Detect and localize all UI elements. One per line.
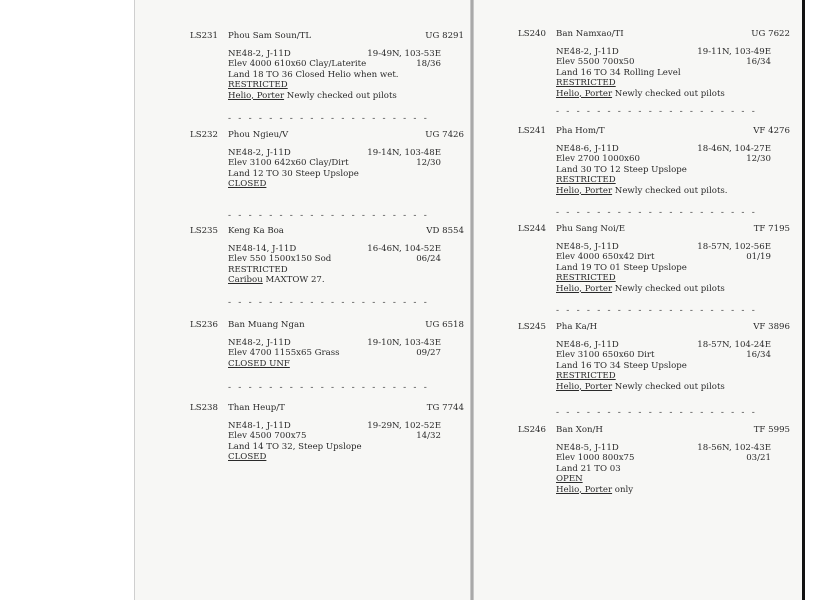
book-gutter: [470, 0, 474, 600]
aircraft-types: Helio, Porter: [556, 185, 613, 196]
runway-headings: 12/30: [416, 158, 441, 169]
map-sheet-line: [228, 148, 441, 158]
coordinates: 18-56N, 102-43E: [697, 443, 771, 453]
landing-instructions: Land 12 TO 30 Steep Upslope: [228, 168, 359, 179]
site-name: Phou Ngieu/V: [228, 130, 289, 140]
runway-headings: 03/21: [746, 453, 771, 464]
elevation-line: [556, 453, 771, 463]
entry-details: [228, 244, 441, 286]
map-sheet: NE48-5, J-11D: [556, 242, 619, 252]
map-sheet-line: [228, 421, 441, 431]
site-name: Ban Namxao/TI: [556, 29, 624, 39]
grid-reference: VF 3896: [753, 322, 790, 332]
runway-headings: 14/32: [416, 431, 441, 442]
landing-instructions: Land 16 TO 34 Steep Upslope: [556, 360, 687, 371]
entry-details: [556, 443, 771, 495]
runway-headings: 16/34: [746, 57, 771, 68]
site-code: LS246: [518, 425, 546, 435]
dashed-separator: - - - - - - - - - - - - - - - - - - - -: [228, 114, 429, 124]
runway-headings: 18/36: [416, 59, 441, 70]
entry-details: [228, 148, 441, 190]
aircraft-note: Newly checked out pilots: [612, 283, 725, 294]
site-name: Phu Sang Noi/E: [556, 224, 625, 234]
scan-margin-left: [0, 0, 135, 600]
dashed-separator: - - - - - - - - - - - - - - - - - - - -: [228, 383, 429, 393]
landing-instructions: Land 19 TO 01 Steep Upslope: [556, 262, 687, 273]
aircraft-note-line: [228, 275, 441, 285]
grid-reference: UG 7426: [425, 130, 464, 140]
map-sheet: NE48-2, J-11D: [228, 338, 291, 348]
site-name: Than Heup/T: [228, 403, 285, 413]
site-name: Ban Xon/H: [556, 425, 603, 435]
coordinates: 16-46N, 104-52E: [367, 244, 441, 254]
dashed-separator: - - - - - - - - - - - - - - - - - - - -: [228, 211, 429, 221]
scan-margin-right: [802, 0, 826, 600]
elevation-line: [556, 350, 771, 360]
aircraft-types: Helio, Porter: [556, 484, 613, 495]
aircraft-note: only: [612, 484, 634, 495]
runway-headings: 06/24: [416, 254, 441, 265]
site-name: Ban Muang Ngan: [228, 320, 305, 330]
elevation-line: [556, 154, 771, 164]
map-sheet: NE48-5, J-11D: [556, 443, 619, 453]
dashed-separator: - - - - - - - - - - - - - - - - - - - -: [556, 408, 757, 418]
landing-instructions: CLOSED UNF: [228, 358, 290, 369]
map-sheet-line: [228, 338, 441, 348]
entry-details: [228, 338, 441, 369]
elevation-line: [228, 348, 441, 358]
elevation-runway: Elev 550 1500x150 Sod: [228, 254, 332, 265]
site-code: LS245: [518, 322, 546, 332]
grid-reference: UG 7622: [751, 29, 790, 39]
coordinates: 18-57N, 104-24E: [697, 340, 771, 350]
coordinates: 19-11N, 103-49E: [697, 47, 771, 57]
aircraft-note: Newly checked out pilots: [612, 88, 725, 99]
elevation-runway: Elev 4000 650x42 Dirt: [556, 252, 655, 263]
site-code: LS240: [518, 29, 546, 39]
elevation-runway: Elev 3100 650x60 Dirt: [556, 350, 655, 361]
landing-instructions: Land 30 TO 12 Steep Upslope: [556, 164, 687, 175]
aircraft-note-line: [556, 186, 771, 196]
landing-instructions: Land 16 TO 34 Rolling Level: [556, 67, 681, 78]
landing-instructions: Land 21 TO 03: [556, 463, 621, 474]
site-name: Phou Sam Soun/TL: [228, 31, 312, 41]
site-code: LS236: [190, 320, 218, 330]
site-code: LS231: [190, 31, 218, 41]
landing-instructions: RESTRICTED: [228, 264, 288, 275]
elevation-line: [556, 252, 771, 262]
aircraft-note: Newly checked out pilots: [284, 90, 397, 101]
elevation-runway: Elev 1000 800x75: [556, 453, 635, 464]
aircraft-types: Helio, Porter: [228, 90, 285, 101]
aircraft-note-line: [556, 485, 771, 495]
status-label: RESTRICTED: [228, 80, 288, 91]
aircraft-types: Caribou: [228, 275, 263, 286]
site-code: LS241: [518, 126, 546, 136]
grid-reference: VD 8554: [426, 226, 464, 236]
map-sheet: NE48-6, J-11D: [556, 144, 619, 154]
aircraft-note: MAXTOW 27.: [262, 275, 325, 286]
coordinates: 18-57N, 102-56E: [697, 242, 771, 252]
elevation-runway: Elev 4700 1155x65 Grass: [228, 348, 340, 359]
grid-reference: TG 7744: [426, 403, 464, 413]
aircraft-note-line: [556, 284, 771, 294]
coordinates: 19-29N, 102-52E: [367, 421, 441, 431]
aircraft-note-line: [228, 91, 441, 101]
map-sheet-line: [556, 242, 771, 252]
elevation-runway: Elev 5500 700x50: [556, 57, 635, 68]
dashed-separator: - - - - - - - - - - - - - - - - - - - -: [228, 298, 429, 308]
status-label: CLOSED: [228, 179, 267, 190]
map-sheet-line: [556, 144, 771, 154]
coordinates: 19-49N, 103-53E: [367, 49, 441, 59]
site-name: Pha Ka/H: [556, 322, 598, 332]
entry-details: [556, 47, 771, 99]
entry-details: [228, 49, 441, 101]
map-sheet-line: [228, 244, 441, 254]
elevation-line: [228, 431, 441, 441]
site-code: LS238: [190, 403, 218, 413]
status-label: OPEN: [556, 474, 583, 485]
site-code: LS244: [518, 224, 546, 234]
grid-reference: UG 6518: [425, 320, 464, 330]
aircraft-note: Newly checked out pilots.: [612, 185, 728, 196]
grid-reference: TF 5995: [753, 425, 790, 435]
runway-headings: 12/30: [746, 154, 771, 165]
map-sheet-line: [556, 47, 771, 57]
aircraft-types: Helio, Porter: [556, 88, 613, 99]
site-name: Keng Ka Boa: [228, 226, 284, 236]
map-sheet-line: [228, 49, 441, 59]
runway-headings: 16/34: [746, 350, 771, 361]
map-sheet-line: [556, 340, 771, 350]
elevation-line: [228, 254, 441, 264]
elevation-runway: Elev 2700 1000x60: [556, 154, 640, 165]
aircraft-types: Helio, Porter: [556, 283, 613, 294]
elevation-line: [228, 59, 441, 69]
map-sheet: NE48-1, J-11D: [228, 421, 291, 431]
elevation-line: [228, 158, 441, 168]
runway-headings: 09/27: [416, 348, 441, 359]
aircraft-note: Newly checked out pilots: [612, 381, 725, 392]
runway-headings: 01/19: [746, 252, 771, 263]
map-sheet: NE48-6, J-11D: [556, 340, 619, 350]
map-sheet: NE48-14, J-11D: [228, 244, 297, 254]
aircraft-types: Helio, Porter: [556, 381, 613, 392]
coordinates: 19-14N, 103-48E: [367, 148, 441, 158]
map-sheet: NE48-2, J-11D: [228, 148, 291, 158]
aircraft-note-line: [556, 89, 771, 99]
site-name: Pha Hom/T: [556, 126, 605, 136]
map-sheet-line: [556, 443, 771, 453]
entry-details: [228, 421, 441, 463]
status-label: RESTRICTED: [556, 371, 616, 382]
dashed-separator: - - - - - - - - - - - - - - - - - - - -: [556, 208, 757, 218]
coordinates: 19-10N, 103-43E: [367, 338, 441, 348]
status-label: RESTRICTED: [556, 175, 616, 186]
site-code: LS232: [190, 130, 218, 140]
site-code: LS235: [190, 226, 218, 236]
grid-reference: VF 4276: [753, 126, 790, 136]
map-sheet: NE48-2, J-11D: [556, 47, 619, 57]
dashed-separator: - - - - - - - - - - - - - - - - - - - -: [556, 306, 757, 316]
status-label: RESTRICTED: [556, 78, 616, 89]
entry-details: [556, 144, 771, 196]
grid-reference: TF 7195: [753, 224, 790, 234]
coordinates: 18-46N, 104-27E: [697, 144, 771, 154]
entry-details: [556, 242, 771, 294]
map-sheet: NE48-2, J-11D: [228, 49, 291, 59]
status-label: CLOSED: [228, 452, 267, 463]
elevation-runway: Elev 4000 610x60 Clay/Laterite: [228, 59, 367, 70]
elevation-runway: Elev 3100 642x60 Clay/Dirt: [228, 158, 349, 169]
grid-reference: UG 8291: [425, 31, 464, 41]
elevation-line: [556, 57, 771, 67]
entry-details: [556, 340, 771, 392]
elevation-runway: Elev 4500 700x75: [228, 431, 307, 442]
landing-instructions: Land 14 TO 32, Steep Upslope: [228, 441, 362, 452]
dashed-separator: - - - - - - - - - - - - - - - - - - - -: [556, 107, 757, 117]
aircraft-note-line: [556, 382, 771, 392]
status-label: RESTRICTED: [556, 273, 616, 284]
landing-instructions: Land 18 TO 36 Closed Helio when wet.: [228, 69, 399, 80]
